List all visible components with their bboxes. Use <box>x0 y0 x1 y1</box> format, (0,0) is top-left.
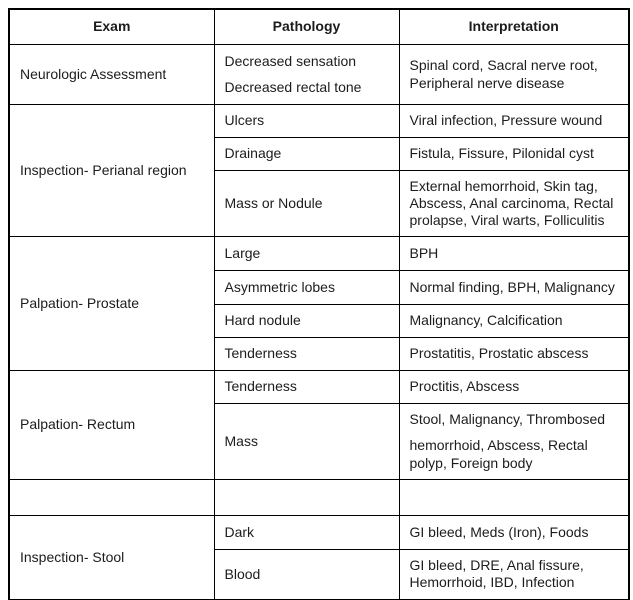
exam-cell-palpation-prostate: Palpation- Prostate <box>9 237 214 371</box>
interpretation-text: GI bleed, Meds (Iron), Foods <box>409 523 589 540</box>
interpretation-cell <box>399 516 629 550</box>
interpretation-cell <box>399 171 629 237</box>
interpretation-cell <box>399 338 629 371</box>
pathology-cell <box>214 404 399 480</box>
pathology-text: Ulcers <box>224 112 265 129</box>
interpretation-cell <box>399 371 629 404</box>
exam-pathology-table <box>8 8 630 600</box>
pathology-line: Decreased rectal tone <box>224 79 362 95</box>
exam-cell-inspection-perianal: Inspection- Perianal region <box>9 105 214 237</box>
pathology-cell <box>214 271 399 305</box>
interpretation-cell <box>399 550 629 600</box>
pathology-text: Mass <box>224 432 258 449</box>
interpretation-cell <box>399 271 629 305</box>
pathology-text: Large <box>224 244 261 261</box>
pathology-cell-empty <box>214 480 399 516</box>
interpretation-text: Proctitis, Abscess <box>409 378 520 395</box>
table-row <box>9 516 629 550</box>
pathology-cell <box>214 338 399 371</box>
header-cell-exam: Exam <box>9 9 214 45</box>
empty-row <box>9 480 629 516</box>
exam-cell-neurologic-assessment: Neurologic Assessment <box>9 45 214 105</box>
exam-cell-inspection-stool: Inspection- Stool <box>9 516 214 600</box>
header-cell-interpretation: Interpretation <box>399 9 629 45</box>
interpretation-text: External hemorrhoid, Skin tag, Abscess, Anal carcinoma, Rectal prolapse, Viral warts, Folliculitis <box>409 177 614 229</box>
interpretation-line: Stool, Malignancy, Thrombosed <box>409 411 606 428</box>
interpretation-cell <box>399 237 629 271</box>
pathology-cell <box>214 516 399 550</box>
interpretation-text: GI bleed, DRE, Anal fissure, Hemorrhoid, IBD, Infection <box>409 557 584 591</box>
interpretation-cell <box>399 105 629 138</box>
pathology-cell <box>214 105 399 138</box>
pathology-text: Tenderness <box>224 378 297 395</box>
interpretation-text: BPH <box>409 244 439 261</box>
interpretation-cell <box>399 138 629 171</box>
interpretation-text: Fistula, Fissure, Pilonidal cyst <box>409 145 594 162</box>
interpretation-text: Normal finding, BPH, Malignancy <box>409 278 615 295</box>
interpretation-cell <box>399 305 629 338</box>
exam-cell-empty <box>9 480 214 516</box>
exam-cell-palpation-rectum: Palpation- Rectum <box>9 371 214 480</box>
pathology-cell <box>214 237 399 271</box>
pathology-line: Decreased sensation <box>224 52 357 69</box>
pathology-cell <box>214 45 399 105</box>
pathology-text: Dark <box>224 523 255 540</box>
table-row <box>9 371 629 404</box>
pathology-text: Mass or Nodule <box>224 194 323 211</box>
table-header-row <box>9 9 629 45</box>
interpretation-line: hemorrhoid, Abscess, Rectal polyp, Foreign body <box>409 437 588 471</box>
interpretation-cell <box>399 404 629 480</box>
pathology-text: Blood <box>224 565 261 582</box>
header-cell-pathology: Pathology <box>214 9 399 45</box>
table-row <box>9 237 629 271</box>
pathology-text: Drainage <box>224 145 282 162</box>
pathology-cell <box>214 171 399 237</box>
pathology-text: Tenderness <box>224 345 297 362</box>
interpretation-text: Prostatitis, Prostatic abscess <box>409 345 589 362</box>
pathology-text: Hard nodule <box>224 312 301 329</box>
pathology-cell <box>214 550 399 600</box>
pathology-cell <box>214 371 399 404</box>
interpretation-cell-empty <box>399 480 629 516</box>
interpretation-cell <box>399 45 629 105</box>
interpretation-text: Viral infection, Pressure wound <box>409 112 603 129</box>
pathology-text: Asymmetric lobes <box>224 278 335 295</box>
table-row <box>9 105 629 138</box>
table-row <box>9 45 629 105</box>
pathology-cell <box>214 138 399 171</box>
interpretation-text: Spinal cord, Sacral nerve root, Peripheral nerve disease <box>409 57 598 91</box>
interpretation-text: Malignancy, Calcification <box>409 312 563 329</box>
pathology-cell <box>214 305 399 338</box>
